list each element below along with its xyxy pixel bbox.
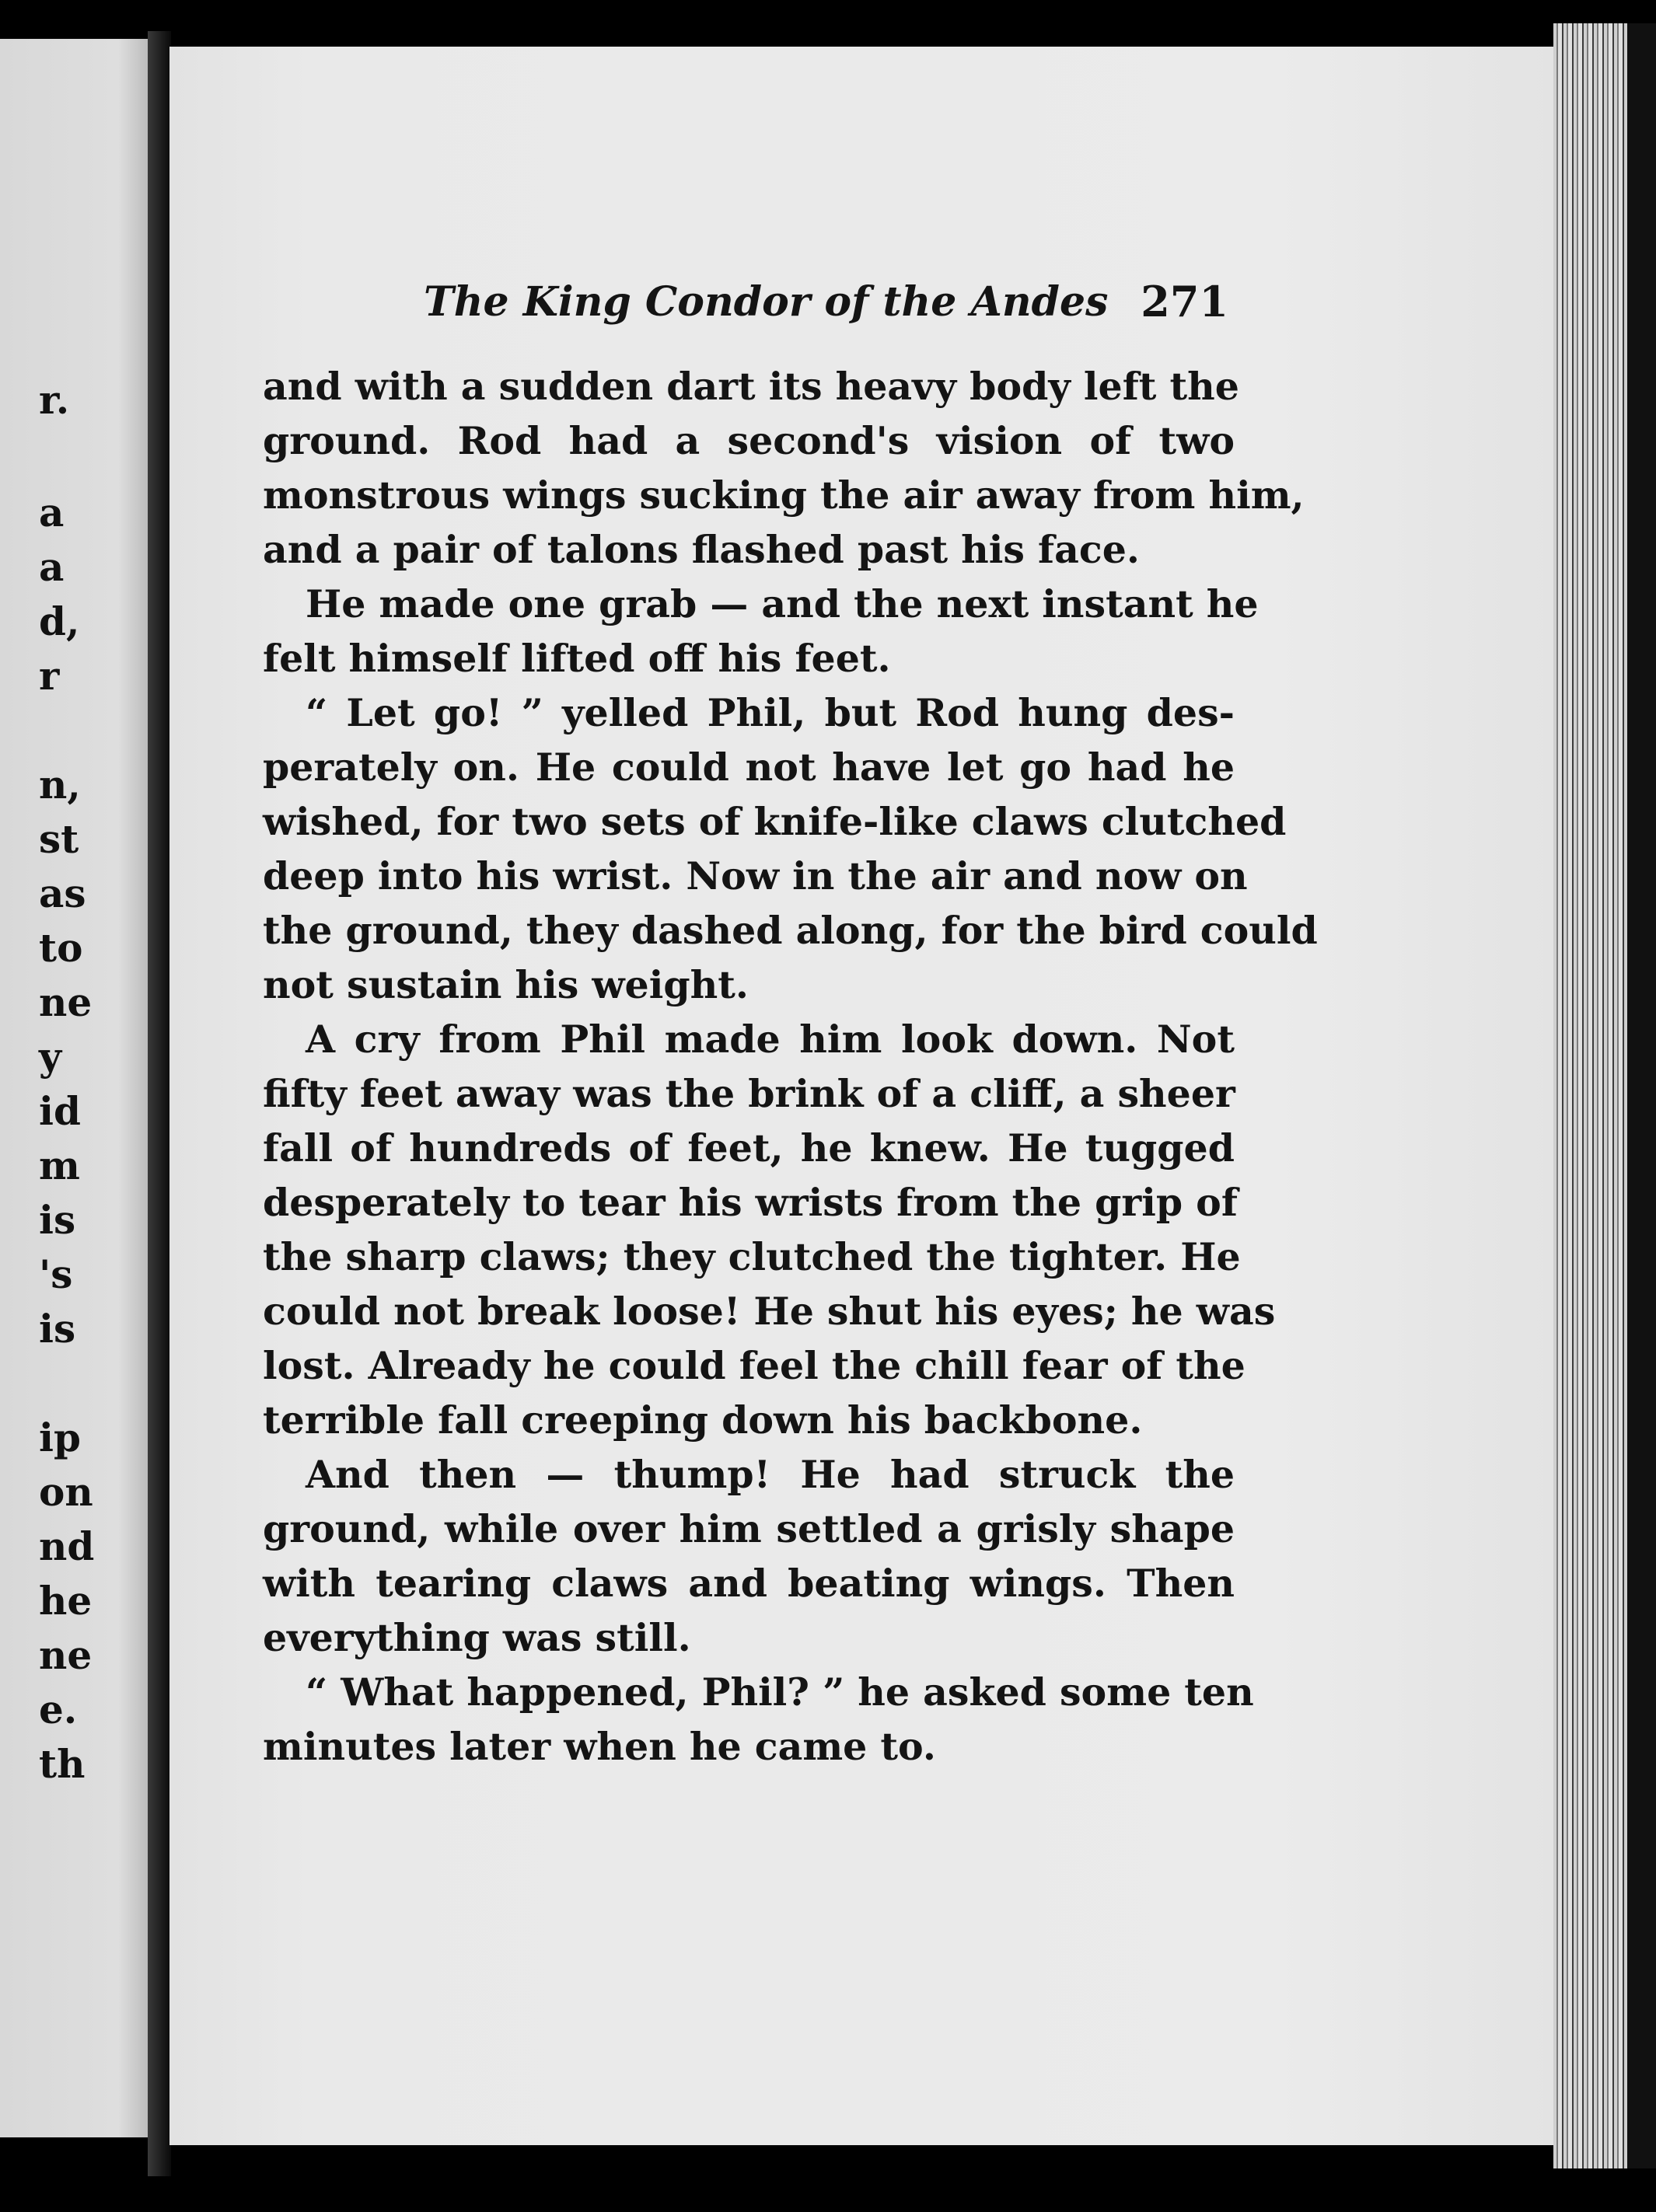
- text-line: and a pair of talons flashed past his face.: [263, 527, 1140, 572]
- fragment: m: [39, 1143, 80, 1188]
- text-line: with tearing claws and beating wings. Then: [263, 1561, 1235, 1606]
- fragment: e.: [39, 1687, 78, 1732]
- fragment: r: [39, 653, 60, 699]
- running-head-title: The King Condor of the Andes: [424, 278, 1109, 326]
- text-line: felt himself lifted off his feet.: [263, 636, 891, 681]
- fragment: d,: [39, 598, 80, 644]
- text-line: A cry from Phil made him look down. Not: [306, 1017, 1235, 1062]
- text-line: not sustain his weight.: [263, 962, 749, 1007]
- text-line: fall of hundreds of feet, he knew. He tugged: [263, 1125, 1235, 1171]
- book-gutter: [148, 31, 171, 2176]
- fragment: nd: [39, 1523, 95, 1569]
- text-line: desperately to tear his wrists from the grip of: [263, 1180, 1238, 1225]
- text-line: He made one grab — and the next instant he: [306, 581, 1259, 626]
- text-line: minutes later when he came to.: [263, 1724, 936, 1769]
- text-line: and with a sudden dart its heavy body left the: [263, 364, 1239, 409]
- fragment: is: [39, 1306, 76, 1352]
- text-line: ground. Rod had a second's vision of two: [263, 418, 1235, 463]
- text-line: lost. Already he could feel the chill fear of the: [263, 1343, 1245, 1388]
- fragment: id: [39, 1088, 81, 1134]
- fragment: a: [39, 490, 65, 536]
- fragment: st: [39, 816, 79, 862]
- running-head: [424, 272, 1228, 334]
- fragment: th: [39, 1741, 86, 1787]
- fragment: he: [39, 1578, 93, 1624]
- text-line: ground, while over him settled a grisly shape: [263, 1506, 1235, 1551]
- text-line: the sharp claws; they clutched the tighter. He: [263, 1234, 1241, 1279]
- text-line: “ Let go! ” yelled Phil, but Rod hung des-: [306, 690, 1235, 735]
- fragment: as: [39, 870, 86, 916]
- fragment: a: [39, 544, 65, 590]
- fragment: y: [39, 1034, 62, 1080]
- fragment: 's: [39, 1251, 73, 1297]
- fragment: ne: [39, 1632, 93, 1678]
- previous-page-text-fragments: [0, 39, 148, 2137]
- text-line: everything was still.: [263, 1615, 691, 1660]
- text-line: wished, for two sets of knife-like claws clutched: [263, 799, 1287, 844]
- text-line: terrible fall creeping down his backbone.: [263, 1397, 1143, 1443]
- body-text: [263, 359, 1318, 1774]
- fragment: r.: [39, 377, 70, 423]
- fragment: ne: [39, 979, 93, 1025]
- page-edges: [1553, 23, 1627, 2168]
- text-line: “ What happened, Phil? ” he asked some ten: [306, 1669, 1254, 1715]
- text-line: And then — thump! He had struck the: [306, 1452, 1235, 1497]
- fragment: to: [39, 925, 83, 971]
- text-line: could not break loose! He shut his eyes; he was: [263, 1289, 1276, 1334]
- text-line: deep into his wrist. Now in the air and now on: [263, 853, 1248, 898]
- fragment: n,: [39, 762, 81, 808]
- text-line: the ground, they dashed along, for the bird could: [263, 908, 1318, 953]
- previous-page-edge: [0, 39, 148, 2137]
- fragment: is: [39, 1197, 76, 1243]
- text-line: monstrous wings sucking the air away from him,: [263, 473, 1305, 518]
- text-line: fifty feet away was the brink of a cliff, a sheer: [263, 1071, 1235, 1116]
- fragment: on: [39, 1469, 93, 1515]
- edge-shadow: [1627, 23, 1656, 2168]
- fragment: ip: [39, 1415, 81, 1460]
- text-line: perately on. He could not have let go had he: [263, 745, 1235, 790]
- page-number: 271: [1141, 277, 1228, 326]
